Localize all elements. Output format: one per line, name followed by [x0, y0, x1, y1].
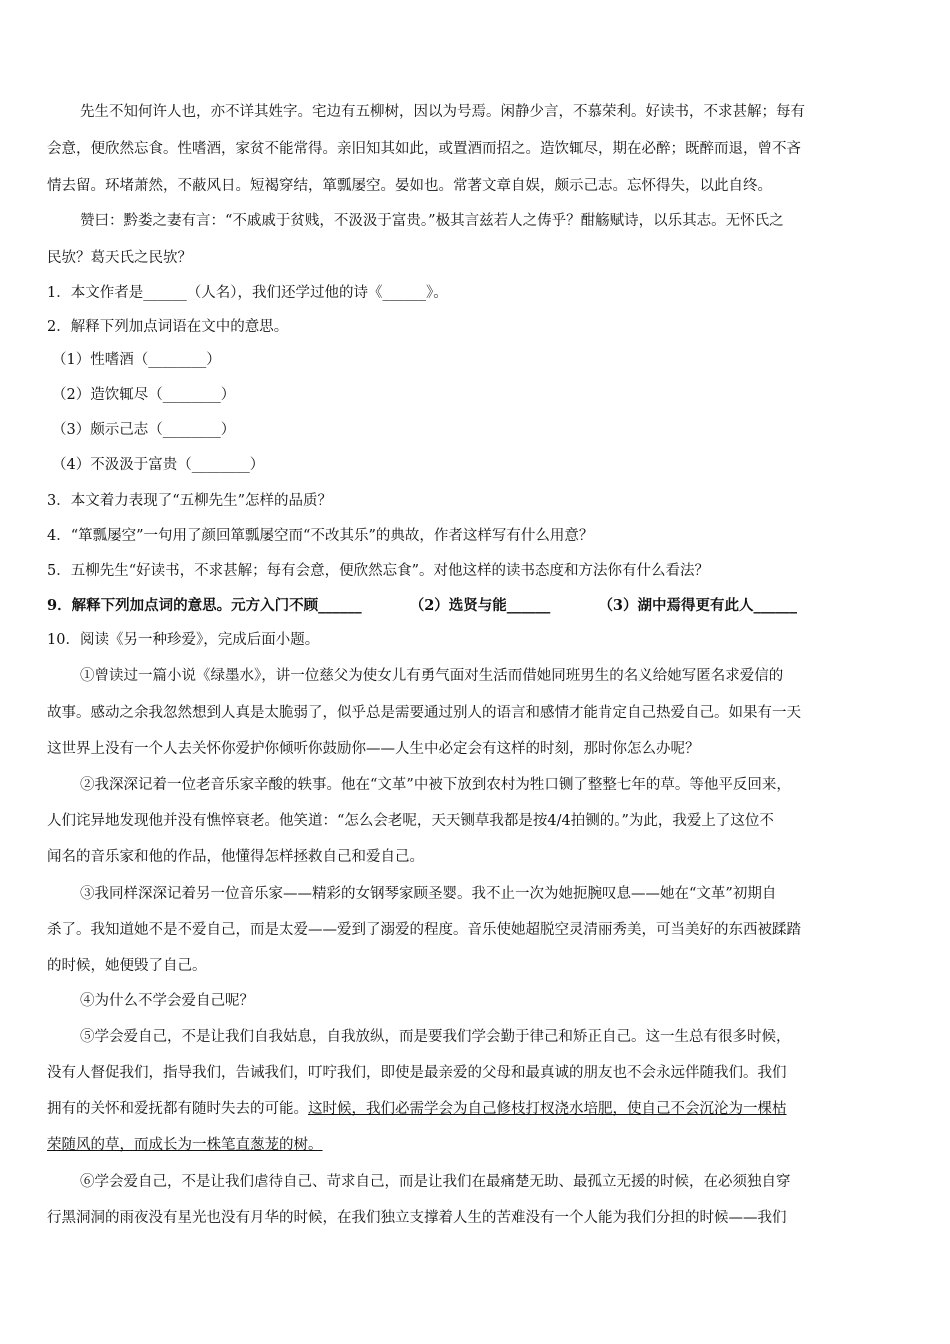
question-10: 10．阅读《另一种珍爱》，完成后面小题。 — [47, 632, 320, 648]
article-line: 这世界上没有一个人去关怀你爱护你倾听你鼓励你——人生中必定会有这样的时刻，那时你怎么办呢？ — [47, 741, 700, 757]
passage-line: 赞曰：黔娄之妻有言：“不戚戚于贫贱，不汲汲于富贵。”极其言兹若人之俦乎？酣觞赋诗，以乐其志。无怀氏之 — [80, 213, 784, 229]
question-4: 4．“箪瓢屡空”一句用了颜回箪瓢屡空而“不改其乐”的典故，作者这样写有什么用意？ — [47, 528, 594, 544]
underlined-sentence: 荣随风的草，而成长为一株笔直葱茏的树。 — [47, 1137, 323, 1153]
question-9-part-3: （3）湖中焉得更有此人______ — [598, 597, 798, 614]
article-line — [47, 1135, 907, 1155]
article-line: ②我深深记着一位老音乐家辛酸的轶事。他在“文革”中被下放到农村为牲口铡了整整七年的草。等他平反回来， — [80, 777, 791, 793]
question-2-item: （3）颇示己志（________） — [52, 422, 236, 438]
question-2-item: （4）不汲汲于富贵（________） — [52, 457, 265, 473]
question-9 — [47, 596, 907, 616]
passage-line: 民欤？葛天氏之民欤？ — [47, 250, 192, 266]
article-line: ③我同样深深记着另一位音乐家——精彩的女钢琴家顾圣婴。我不止一次为她扼腕叹息——她在“文革”初期自 — [80, 886, 777, 902]
article-line: 人们诧异地发现他并没有憔悴衰老。他笑道：“怎么会老呢，天天铡草我都是按4/4拍铡的。”为此，我爱上了这位不 — [47, 813, 774, 829]
question-2-item: （1）性嗜酒（________） — [52, 352, 221, 368]
question-9-part-2: （2）选贤与能______ — [409, 597, 551, 614]
article-line: 的时候，她便毁了自己。 — [47, 958, 207, 974]
question-5: 5．五柳先生“好读书，不求甚解；每有会意，便欣然忘食”。对他这样的读书态度和方法你有什么看法？ — [47, 563, 710, 579]
question-1: 1．本文作者是______（人名），我们还学过他的诗《______》。 — [47, 285, 448, 301]
question-2-item: （2）造饮辄尽（________） — [52, 387, 236, 403]
article-line: ④为什么不学会爱自己呢？ — [80, 993, 254, 1009]
passage-line: 情去留。环堵萧然，不蔽风日。短褐穿结，箪瓢屡空。晏如也。常著文章自娱，颇示己志。忘怀得失，以此自终。 — [47, 178, 772, 194]
question-3: 3．本文着力表现了“五柳先生”怎样的品质？ — [47, 493, 333, 509]
article-text: 拥有的关怀和爱抚都有随时失去的可能。 — [47, 1101, 308, 1117]
question-9-part-1: 9．解释下列加点词的意思。元方入门不顾______ — [47, 597, 362, 614]
article-line: 没有人督促我们，指导我们，告诫我们，叮咛我们，即使是最亲爱的父母和最真诚的朋友也不会永远伴随我们。我们 — [47, 1065, 787, 1081]
article-line: 故事。感动之余我忽然想到人真是太脆弱了，似乎总是需要通过别人的语言和感情才能肯定自己热爱自己。如果有一天 — [47, 705, 801, 721]
article-line — [47, 1099, 907, 1119]
article-line: 行黑洞洞的雨夜没有星光也没有月华的时候，在我们独立支撑着人生的苦难没有一个人能为我们分担的时候——我们 — [47, 1210, 787, 1226]
article-line: 闻名的音乐家和他的作品，他懂得怎样拯救自己和爱自己。 — [47, 849, 424, 865]
article-line: ⑤学会爱自己，不是让我们自我姑息，自我放纵，而是要我们学会勤于律己和矫正自己。这一生总有很多时候， — [80, 1029, 791, 1045]
article-line: ①曾读过一篇小说《绿墨水》，讲一位慈父为使女儿有勇气面对生活而借她同班男生的名义给她写匿名求爱信的 — [80, 668, 784, 684]
question-2: 2．解释下列加点词语在文中的意思。 — [47, 319, 289, 335]
underlined-sentence: 这时候，我们必需学会为自己修枝打杈浇水培肥，使自己不会沉沦为一棵枯 — [308, 1101, 787, 1117]
passage-line: 先生不知何许人也，亦不详其姓字。宅边有五柳树，因以为号焉。闲静少言，不慕荣利。好读书，不求甚解；每有 — [80, 104, 805, 120]
passage-line: 会意，便欣然忘食。性嗜酒，家贫不能常得。亲旧知其如此，或置酒而招之。造饮辄尽，期在必醉；既醉而退，曾不吝 — [47, 141, 801, 157]
article-line: ⑥学会爱自己，不是让我们虐待自己、苛求自己，而是让我们在最痛楚无助、最孤立无援的时候，在必须独自穿 — [80, 1174, 791, 1190]
article-line: 杀了。我知道她不是不爱自己，而是太爱——爱到了溺爱的程度。音乐使她超脱空灵清丽秀美，可当美好的东西被蹂踏 — [47, 922, 801, 938]
